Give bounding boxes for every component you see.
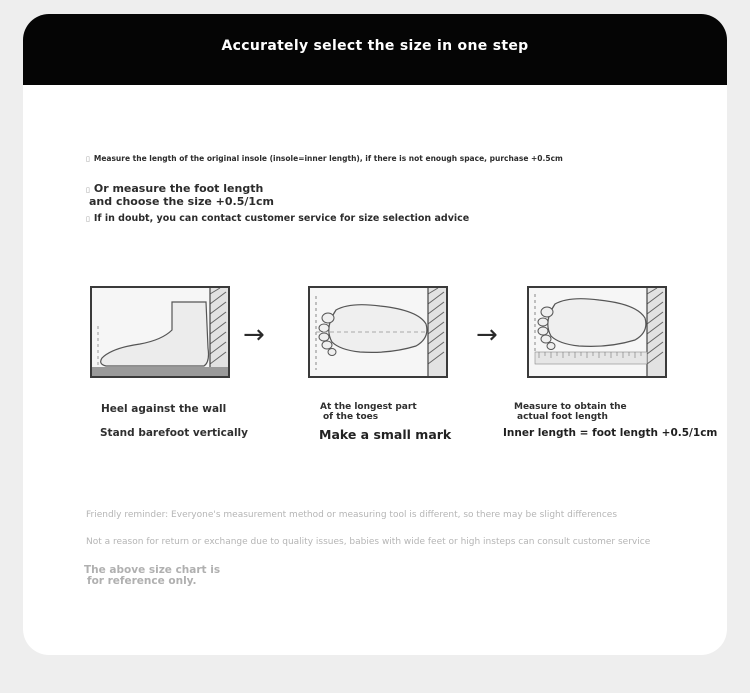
instruction-contact bbox=[86, 213, 469, 224]
foot-top-view-icon bbox=[310, 288, 446, 376]
page-title: Accurately select the size in one step bbox=[221, 38, 529, 54]
bullet-icon: ▯ bbox=[86, 155, 90, 163]
instruction-insole bbox=[86, 154, 563, 163]
arrow-icon: → bbox=[476, 320, 498, 350]
bullet-icon: ▯ bbox=[86, 215, 90, 223]
step3-caption-formula: Inner length = foot length +0.5/1cm bbox=[503, 427, 718, 439]
instruction-foot-length bbox=[86, 183, 274, 208]
step1-caption-stand: Stand barefoot vertically bbox=[100, 427, 248, 439]
step1-illustration bbox=[90, 286, 230, 378]
reminder-reference bbox=[84, 565, 220, 587]
instruction-insole-text: Measure the length of the original insole (insole=inner length), if there is not enough space, purchase +0.5cm bbox=[93, 154, 563, 163]
step3-caption-line1: Measure to obtain the bbox=[514, 402, 627, 412]
foot-ruler-icon bbox=[529, 288, 665, 376]
reminder-reference-line2: for reference only. bbox=[87, 575, 197, 587]
foot-side-view-icon bbox=[92, 288, 228, 376]
step3-illustration bbox=[527, 286, 667, 378]
step3-caption-line2: actual foot length bbox=[517, 412, 608, 422]
step3-caption-measure bbox=[514, 402, 674, 422]
arrow-icon: → bbox=[243, 320, 265, 350]
step2-caption-line2: of the toes bbox=[323, 412, 379, 422]
instruction-contact-text: If in doubt, you can contact customer service for size selection advice bbox=[93, 213, 470, 224]
step1-caption-heel: Heel against the wall bbox=[101, 403, 227, 415]
step2-illustration bbox=[308, 286, 448, 378]
reminder-return-policy: Not a reason for return or exchange due to quality issues, babies with wide feet or high insteps can consult customer service bbox=[86, 537, 651, 547]
step2-caption-line1: At the longest part bbox=[320, 402, 417, 412]
step2-caption-longest bbox=[320, 402, 460, 422]
size-guide-card bbox=[23, 14, 727, 655]
step2-caption-mark: Make a small mark bbox=[319, 427, 452, 442]
instruction-foot-length-text: Or measure the foot length bbox=[93, 182, 264, 195]
reminder-measurement: Friendly reminder: Everyone's measurement method or measuring tool is different, so there may be slight differences bbox=[86, 510, 618, 520]
instruction-size-text: and choose the size +0.5/1cm bbox=[89, 195, 275, 208]
reminder-reference-line1: The above size chart is bbox=[84, 564, 221, 576]
bullet-icon: ▯ bbox=[86, 186, 90, 194]
header-bar bbox=[23, 14, 727, 85]
